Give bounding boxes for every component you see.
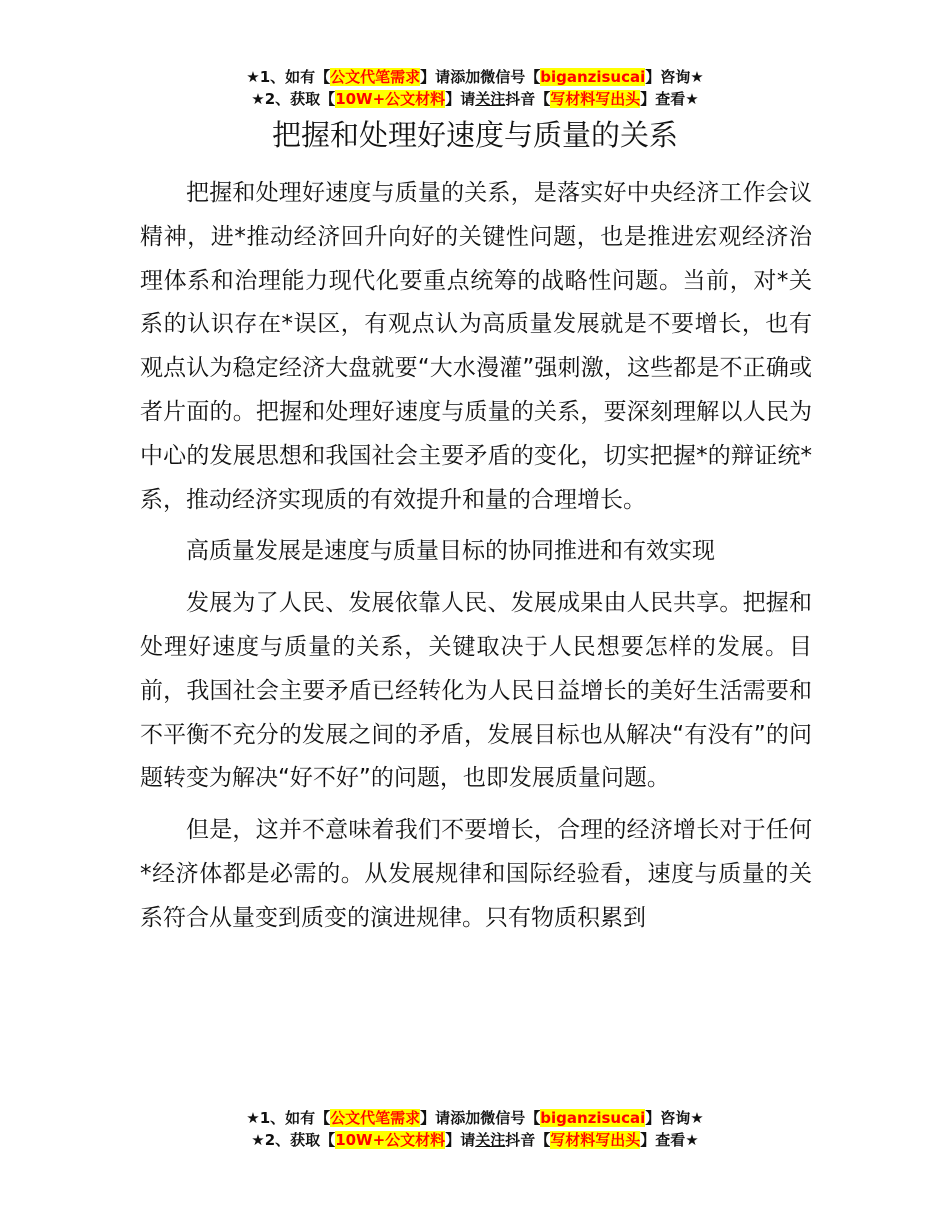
- emphasis-follow: 关注: [475, 90, 506, 108]
- highlight-wechat-id: biganzisucai: [540, 1109, 646, 1127]
- highlight-wechat-id: biganzisucai: [540, 68, 646, 86]
- highlight-materials: 10W+公文材料: [335, 1131, 446, 1149]
- emphasis-add: 添加: [450, 1109, 481, 1127]
- highlight-douyin-account: 写材料写出头: [550, 1131, 641, 1149]
- document-body: [140, 172, 812, 949]
- highlight-douyin-account: 写材料写出头: [550, 90, 641, 108]
- highlight-service: 公文代笔需求: [330, 1109, 421, 1127]
- document-title: 把握和处理好速度与质量的关系: [271, 118, 678, 152]
- paragraph-intro: 把握和处理好速度与质量的关系，是落实好中央经济工作会议精神，进*推动经济回升向好的关键性问题，也是推进宏观经济治理体系和治理能力现代化要重点统筹的战略性问题。当前，对*关系的认识存在*误区，有观点认为高质量发展就是不要增长，也有观点认为稳定经济大盘就要“大水漫灌”强刺激，这些都是不正确或者片面的。把握和处理好速度与质量的关系，要深刻理解以人民为中心的发展思想和我国社会主要矛盾的变化，切实把握*的辩证统*系，推动经济实现质的有效提升和量的合理增长。: [140, 180, 812, 513]
- banner-line-2: ★2、获取【10W+公文材料】请关注抖音【写材料写出头】查看★: [251, 1131, 699, 1149]
- emphasis-add: 添加: [450, 68, 481, 86]
- banner-line-1: ★1、如有【公文代笔需求】请添加微信号【biganzisucai】咨询★: [246, 68, 704, 86]
- banner-line-2: ★2、获取【10W+公文材料】请关注抖音【写材料写出头】查看★: [251, 90, 699, 108]
- paragraph-development: 发展为了人民、发展依靠人民、发展成果由人民共享。把握和处理好速度与质量的关系，关键取决于人民想要怎样的发展。目前，我国社会主要矛盾已经转化为人民日益增长的美好生活需要和不平衡不充分的发展之间的矛盾，发展目标也从解决“有没有”的问题转变为解决“好不好”的问题，也即发展质量问题。: [140, 590, 812, 792]
- header-banner: [0, 66, 950, 110]
- paragraph-growth: 但是，这并不意味着我们不要增长，合理的经济增长对于任何*经济体都是必需的。从发展规律和国际经验看，速度与质量的关系符合从量变到质变的演进规律。只有物质积累到: [140, 817, 812, 931]
- emphasis-follow: 关注: [475, 1131, 506, 1149]
- footer-banner: [0, 1107, 950, 1151]
- highlight-materials: 10W+公文材料: [335, 90, 446, 108]
- banner-line-1: ★1、如有【公文代笔需求】请添加微信号【biganzisucai】咨询★: [246, 1109, 704, 1127]
- highlight-service: 公文代笔需求: [330, 68, 421, 86]
- section-heading: 高质量发展是速度与质量目标的协同推进和有效实现: [186, 538, 715, 565]
